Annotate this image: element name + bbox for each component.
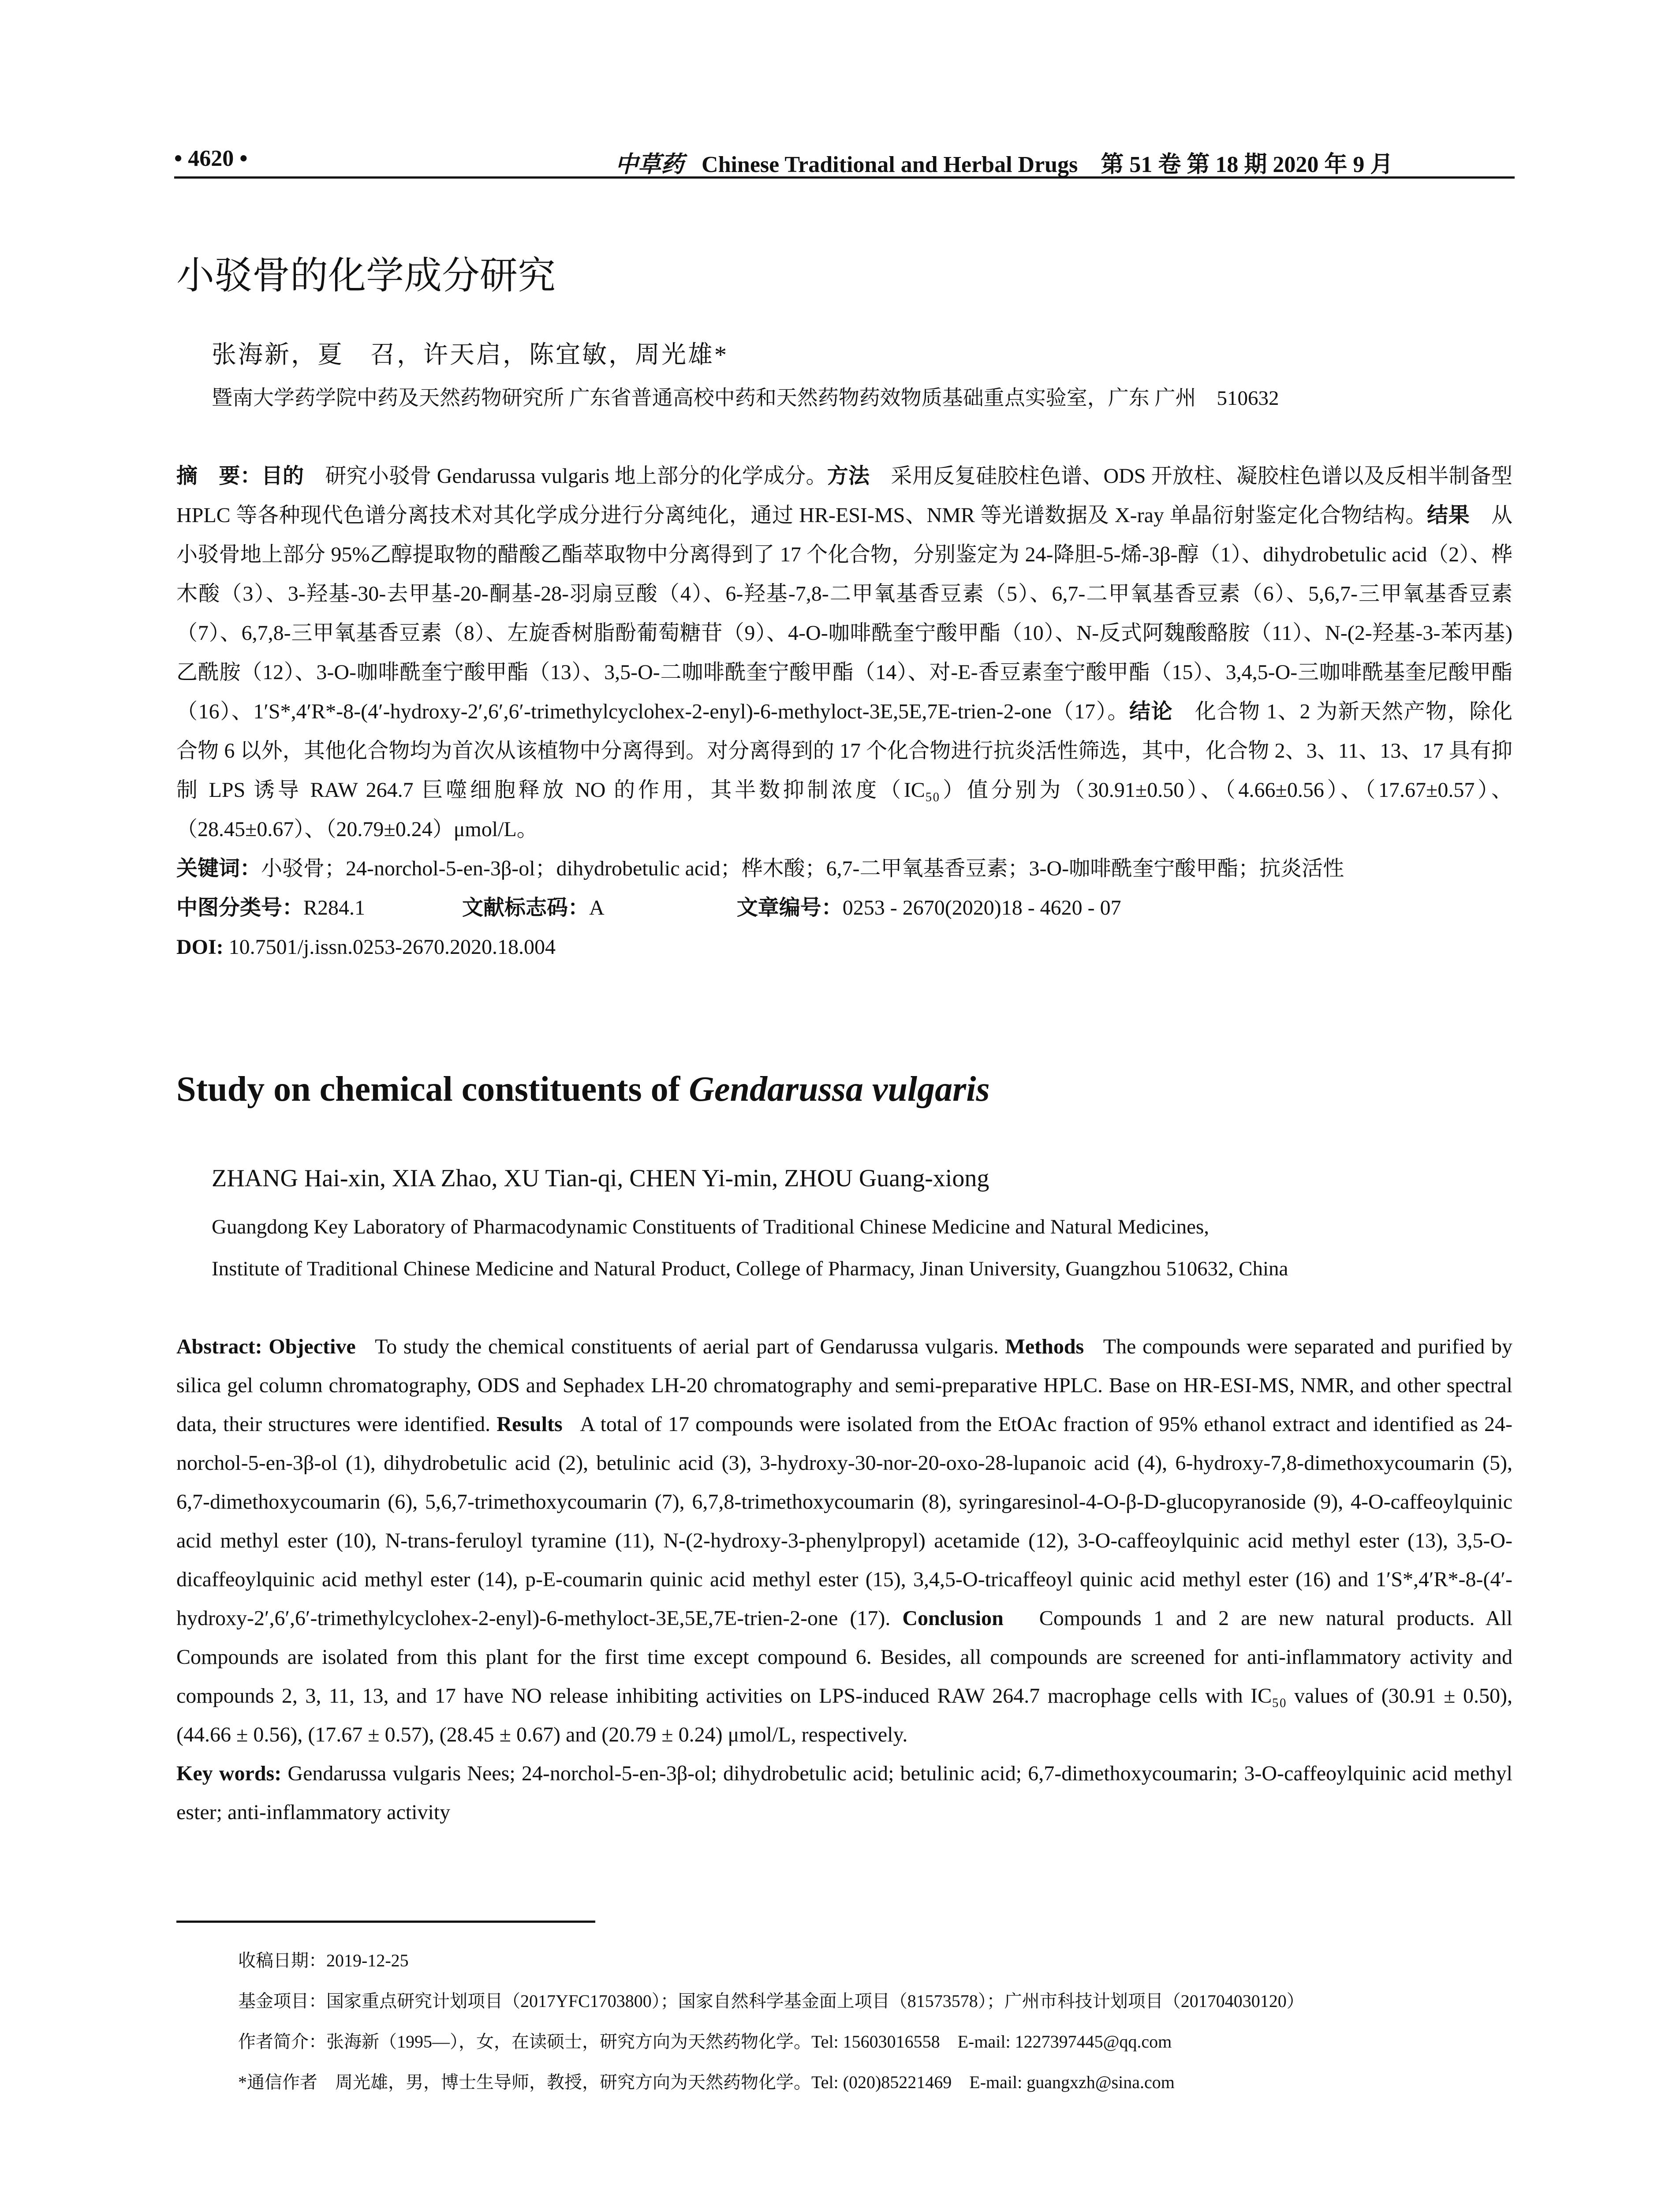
- cn-doc-code: A: [589, 896, 605, 919]
- cn-classification-line: [176, 888, 1512, 927]
- en-keywords-line: [176, 1754, 1512, 1832]
- footnote-received: 收稿日期：2019-12-25: [238, 1951, 409, 1970]
- en-methods: The compounds were separated and purified by silica gel column chromatography, ODS and Sephadex LH-20 chromatography and semi-preparative HPLC. Base on HR-ESI-MS, NMR, and other spectral data, their structures were identified.: [176, 1335, 1513, 1436]
- en-title: [176, 1069, 990, 1110]
- en-title-main: Study on chemical constituents of: [176, 1070, 680, 1109]
- footnote-author-intro: 作者简介：张海新（1995—），女，在读硕士，研究方向为天然药物化学。Tel: 15603016558 E-mail: 1227397445@qq.com: [238, 2032, 1172, 2052]
- en-conclusion: Compounds 1 and 2 are new natural products. All Compounds are isolated from this plant for the first time except compound 6. Besides, all compounds are screened for anti-inflammatory activity and compounds 2, 3, 11, 13, and 17 have NO release inhibiting activities on LPS-induced RAW 264.7 macrophage cells with IC₅₀ values of (30.91 ± 0.50), (44.66 ± 0.56), (17.67 ± 0.57), (28.45 ± 0.67) and (20.79 ± 0.24) μmol/L, respectively.: [176, 1607, 1513, 1746]
- footnote-divider: [176, 1921, 595, 1923]
- cn-results-label: 结果: [1427, 504, 1470, 527]
- en-results: A total of 17 compounds were isolated from the EtOAc fraction of 95% ethanol extract and identified as 24-norchol-5-en-3β-ol (1), dihydrobetulic acid (2), betulinic acid (3), 3-hydroxy-30-nor-20-oxo-28-lupanoic acid (4), 6-hydroxy-7,8-dimethoxycoumarin (5), 6,7-dimethoxycoumarin (6), 5,6,7-trimethoxycoumarin (7), 6,7,8-trimethoxycoumarin (8), syringaresinol-4-O-β-D-glucopyranoside (9), 4-O-caffeoylquinic acid methyl ester (10), N-trans-feruloyl tyramine (11), N-(2-hydroxy-3-phenylpropyl) acetamide (12), 3-O-caffeoylquinic acid methyl ester (13), 3,5-O-dicaffeoylquinic acid methyl ester (14), p-E-coumarin quinic acid methyl ester (15), 3,4,5-O-tricaffeoyl quinic acid methyl ester (16) and 1′S*,4′R*-8-(4′-hydroxy-2′,6′,6′-trimethylcyclohex-2-enyl)-6-methyloct-3E,5E,7E-trien-2-one (17).: [176, 1413, 1513, 1630]
- en-methods-label: Methods: [1005, 1335, 1084, 1358]
- en-keywords-label: Key words:: [176, 1762, 282, 1785]
- cn-conclusion-label: 结论: [1129, 700, 1173, 723]
- cn-doi-label: DOI:: [176, 935, 224, 959]
- page-number: • 4620 •: [174, 146, 248, 171]
- cn-methods-label: 方法: [827, 464, 870, 488]
- footnote-funding: 基金项目：国家重点研究计划项目（2017YFC1703800）；国家自然科学基金面上项目（81573578）；广州市科技计划项目（201704030120）: [238, 1991, 1304, 2011]
- cn-article-no: 0253 - 2670(2020)18 - 4620 - 07: [842, 896, 1121, 919]
- cn-authors: 张海新，夏 召，许天启，陈宜敏，周光雄*: [212, 341, 728, 369]
- cn-methods: 采用反复硅胶柱色谱、ODS 开放柱、凝胶柱色谱以及反相半制备型 HPLC 等各种现代色谱分离技术对其化学成分进行分离纯化，通过 HR-ESI-MS、NMR 等光谱数据及 X-ray 单晶衍射鉴定化合物结构。: [176, 464, 1512, 527]
- cn-abstract: [176, 456, 1512, 967]
- footnote-corresponding: *通信作者 周光雄，男，博士生导师，教授，研究方向为天然药物化学。Tel: (020)85221469 E-mail: guangxzh@sina.com: [238, 2072, 1175, 2092]
- cn-article-no-label: 文章编号：: [736, 896, 843, 919]
- cn-keywords-line: [176, 849, 1512, 888]
- running-header: [174, 140, 1515, 179]
- en-results-label: Results: [497, 1413, 563, 1436]
- en-keywords: Gendarussa vulgaris Nees; 24-norchol-5-en-3β-ol; dihydrobetulic acid; betulinic acid; 6,7-dimethoxycoumarin; 3-O-caffeoylquinic acid methyl ester; anti-inflammatory activity: [176, 1762, 1513, 1824]
- en-affiliation-line-2: Institute of Traditional Chinese Medicine and Natural Product, College of Pharmacy, Jinan University, Guangzhou 510632, China: [212, 1257, 1288, 1280]
- en-conclusion-label: Conclusion: [902, 1607, 1004, 1630]
- cn-results: 从小驳骨地上部分 95%乙醇提取物的醋酸乙酯萃取物中分离得到了 17 个化合物，分别鉴定为 24-降胆-5-烯-3β-醇（1）、dihydrobetulic acid（2）、桦木酸（3）、3-羟基-30-去甲基-20-酮基-28-羽扇豆酸（4）、6-羟基-7,8-二甲氧基香豆素（5）、6,7-二甲氧基香豆素（6）、5,6,7-三甲氧基香豆素（7）、6,7,8-三甲氧基香豆素（8）、左旋香树脂酚葡萄糖苷（9）、4-O-咖啡酰奎宁酸甲酯（10）、N-反式阿魏酸酪胺（11）、N-(2-羟基-3-苯丙基) 乙酰胺（12）、3-O-咖啡酰奎宁酸甲酯（13）、3,5-O-二咖啡酰奎宁酸甲酯（14）、对-E-香豆素奎宁酸甲酯（15）、3,4,5-O-三咖啡酰基奎尼酸甲酯（16）、1′S*,4′R*-8-(4′-hydroxy-2′,6′,6′-trimethylcyclohex-2-enyl)-6-methyloct-3E,5E,7E-trien-2-one（17）。: [176, 504, 1512, 723]
- cn-doc-code-label: 文献标志码：: [462, 896, 590, 919]
- cn-abstract-label: 摘 要：: [176, 464, 261, 488]
- en-objective-label: Objective: [269, 1335, 356, 1358]
- cn-affiliation: 暨南大学药学院中药及天然药物研究所 广东省普通高校中药和天然药物药效物质基础重点实验室，广东 广州 510632: [212, 387, 1279, 410]
- en-title-species: Gendarussa vulgaris: [689, 1070, 990, 1109]
- en-affiliation-line-1: Guangdong Key Laboratory of Pharmacodynamic Constituents of Traditional Chinese Medicine and Natural Medicines,: [212, 1215, 1210, 1238]
- cn-objective: 研究小驳骨 Gendarussa vulgaris 地上部分的化学成分。: [325, 464, 827, 488]
- cn-title: 小驳骨的化学成分研究: [176, 254, 556, 297]
- en-authors: ZHANG Hai-xin, XIA Zhao, XU Tian-qi, CHEN Yi-min, ZHOU Guang-xiong: [212, 1165, 989, 1192]
- cn-keywords: 小驳骨；24-norchol-5-en-3β-ol；dihydrobetulic acid；桦木酸；6,7-二甲氧基香豆素；3-O-咖啡酰奎宁酸甲酯；抗炎活性: [261, 857, 1344, 880]
- cn-clc: R284.1: [303, 896, 366, 919]
- journal-logo: 中草药: [615, 151, 684, 178]
- en-abstract-label: Abstract:: [176, 1335, 262, 1358]
- cn-conclusion: 化合物 1、2 为新天然产物，除化合物 6 以外，其他化合物均为首次从该植物中分离得到。对分离得到的 17 个化合物进行抗炎活性筛选，其中，化合物 2、3、11、13、17 具有抑制 LPS 诱导 RAW 264.7 巨噬细胞释放 NO 的作用，其半数抑制浓度（IC₅₀）值分别为（30.91±0.50）、（4.66±0.56）、（17.67±0.57）、（28.45±0.67）、（20.79±0.24）μmol/L。: [176, 700, 1512, 841]
- cn-objective-label: 目的: [261, 464, 304, 488]
- en-abstract: [176, 1327, 1512, 1832]
- journal-title: Chinese Traditional and Herbal Drugs 第 51 卷 第 18 期 2020 年 9 月: [702, 152, 1393, 177]
- cn-clc-label: 中图分类号：: [176, 896, 304, 919]
- journal-line: [615, 146, 1393, 179]
- cn-doi: 10.7501/j.issn.0253-2670.2020.18.004: [228, 935, 556, 959]
- footnotes: [238, 1940, 1517, 2103]
- cn-keywords-label: 关键词：: [176, 857, 261, 880]
- en-affiliation: [212, 1206, 1512, 1290]
- cn-doi-line: [176, 927, 1512, 967]
- en-objective: To study the chemical constituents of aerial part of Gendarussa vulgaris.: [375, 1335, 999, 1358]
